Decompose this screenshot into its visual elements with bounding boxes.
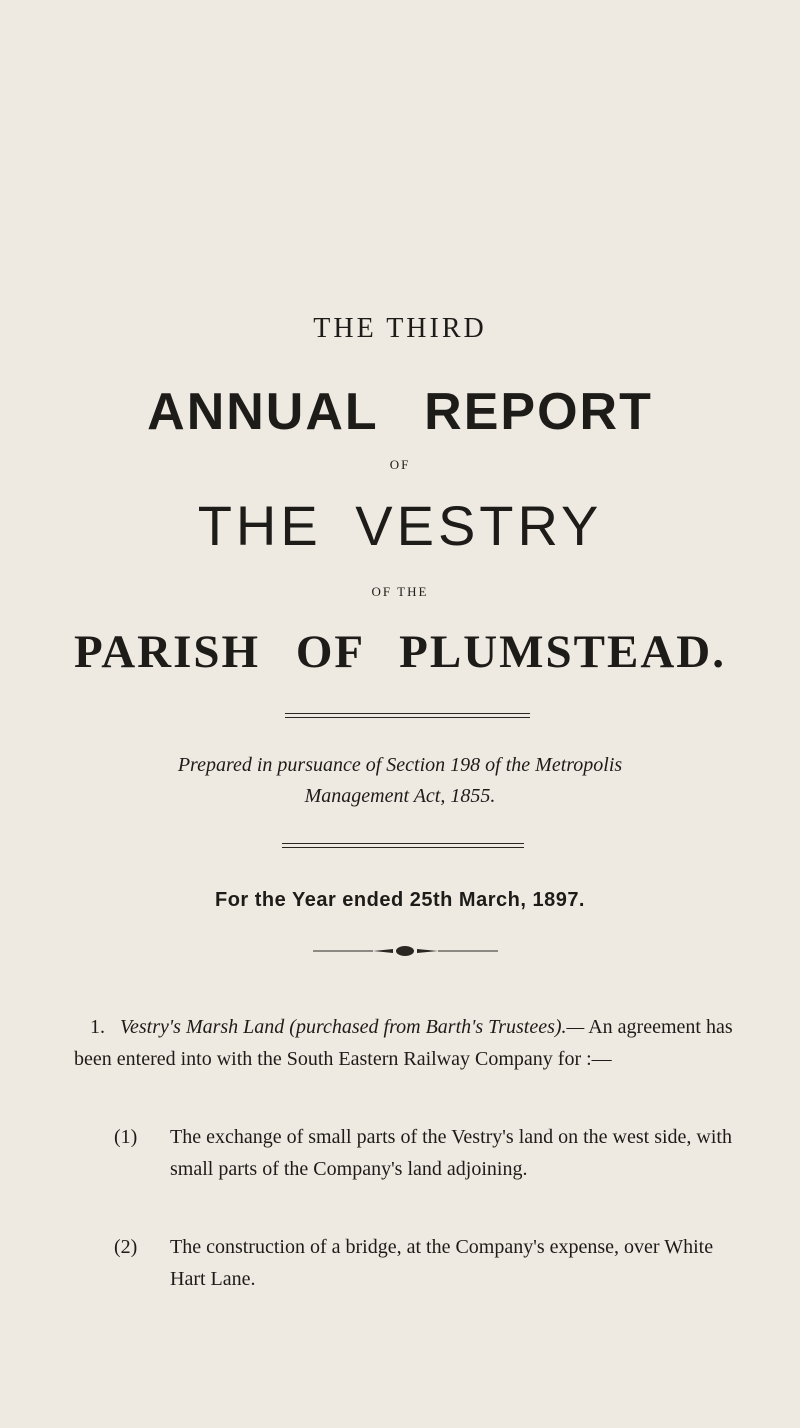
title-annual-report: ANNUAL REPORT <box>147 383 653 441</box>
section-text: An agreement has been entered into with the South Eastern Railway Company for :— <box>74 1016 733 1070</box>
list-item-text: The construction of a bridge, at the Company's expense, over White Hart Lane. <box>170 1236 714 1290</box>
prepared-line-2: Management Act, 1855. <box>304 785 496 807</box>
ornament-divider-icon <box>313 945 498 957</box>
title-the-vestry: THE VESTRY <box>197 494 603 557</box>
section-number: 1. <box>90 1016 105 1038</box>
list-item <box>114 1232 744 1295</box>
list-item-text: The exchange of small parts of the Vestry's land on the west side, with small parts of the Company's land adjoining. <box>170 1126 732 1180</box>
prepared-line-1: Prepared in pursuance of Section 198 of the Metropolis <box>177 754 623 776</box>
title-of-the: OF THE <box>371 584 429 599</box>
section-1-paragraph <box>74 1012 742 1075</box>
prepared-statement <box>0 750 800 812</box>
section-heading: Vestry's Marsh Land (purchased from Barth's Trustees).— <box>120 1016 585 1038</box>
title-of: OF <box>389 457 411 472</box>
list-item-number: (2) <box>114 1236 138 1258</box>
list-item <box>114 1122 744 1185</box>
double-rule-top <box>0 713 800 721</box>
title-the-third: THE THIRD <box>313 313 487 344</box>
double-rule-middle <box>0 843 800 851</box>
list-item-number: (1) <box>114 1126 138 1148</box>
year-ended-line: For the Year ended 25th March, 1897. <box>215 889 585 911</box>
title-parish-of-plumstead: PARISH OF PLUMSTEAD. <box>74 626 726 678</box>
